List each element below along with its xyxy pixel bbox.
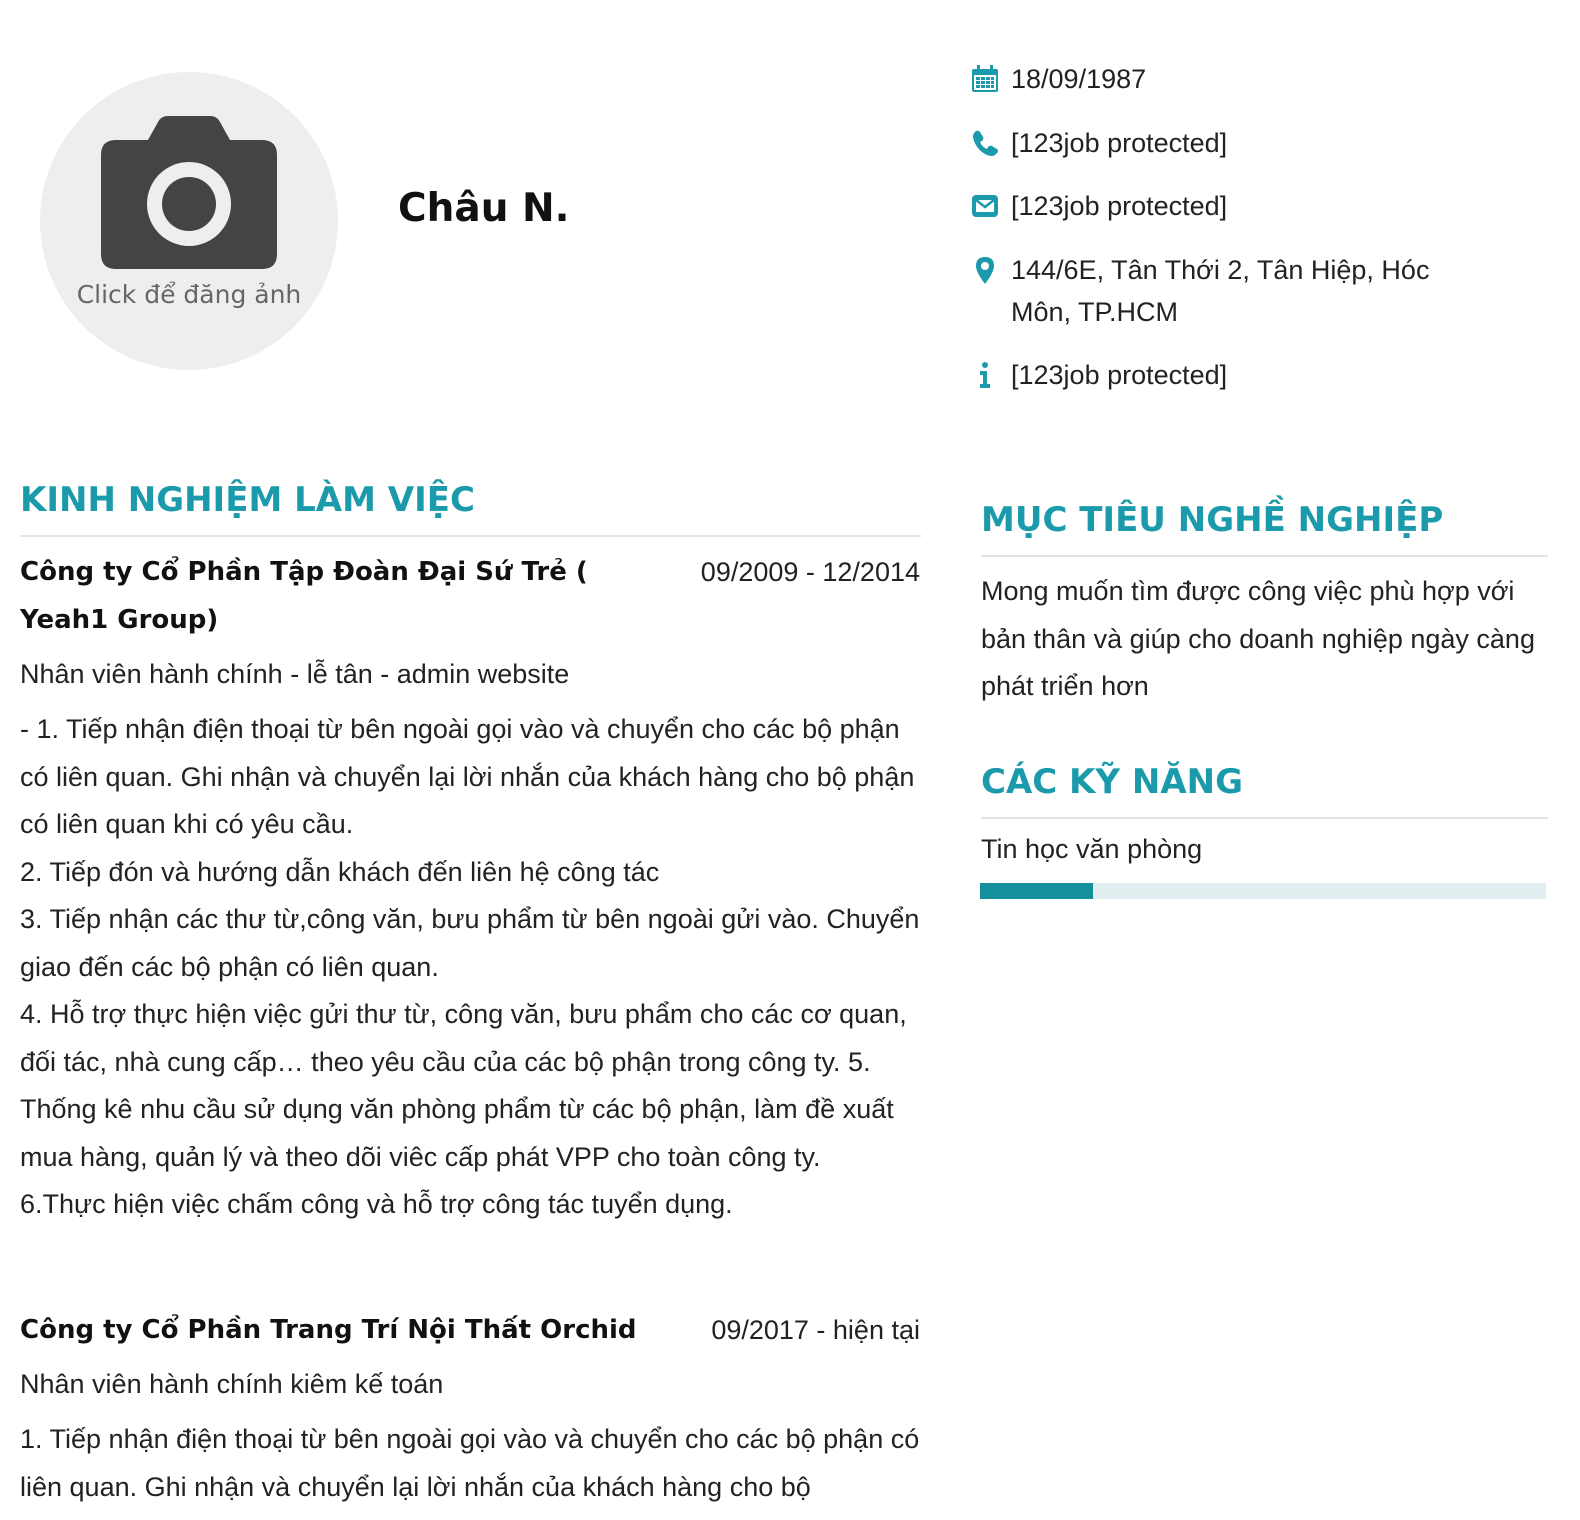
skill-level-fill	[980, 883, 1093, 899]
address-value: 144/6E, Tân Thới 2, Tân Hiệp, Hóc Môn, TP.HCM	[1011, 255, 1430, 327]
phone-icon	[970, 128, 1000, 158]
objective-text: Mong muốn tìm được công việc phù hợp với bản thân và giúp cho doanh nghiệp ngày càng phát triển hơn	[981, 576, 1535, 701]
job-item	[20, 548, 920, 1229]
job-role: Nhân viên hành chính kiêm kế toán	[20, 1369, 444, 1399]
contact-email	[970, 185, 1450, 227]
birthdate-value: 18/09/1987	[1011, 64, 1147, 94]
camera-icon	[100, 114, 278, 270]
job-description: 1. Tiếp nhận điện thoại từ bên ngoài gọi vào và chuyển cho các bộ phận có liên quan. Ghi nhận và chuyển lại lời nhắn của khách hàng cho bộ	[20, 1424, 920, 1502]
skill-level-bar	[980, 883, 1546, 899]
skills-divider	[981, 817, 1548, 819]
contact-birthdate	[970, 58, 1450, 100]
job-description: - 1. Tiếp nhận điện thoại từ bên ngoài gọi vào và chuyển cho các bộ phận có liên quan. Ghi nhận và chuyển lại lời nhắn của khách hàng cho bộ phận có liên quan khi có yêu cầu. 2. Tiếp đón và hướng dẫn khách đến liên hệ công tác 3. Tiếp nhận các thư từ,công văn, bưu phẩm từ bên ngoài gửi vào. Chuyển giao đến các bộ phận có liên quan. 4. Hỗ trợ thực hiện việc gửi thư từ, công văn, bưu phẩm cho các cơ quan, đối tác, nhà cung cấp… theo yêu cầu của các bộ phận trong công ty. 5. Thống kê nhu cầu sử dụng văn phòng phẩm từ các bộ phận, làm đề xuất mua hàng, quản lý và theo dõi viêc cấp phát VPP cho toàn công ty. 6.Thực hiện việc chấm công và hỗ trợ công tác tuyển dụng.	[20, 714, 920, 1219]
job-company: Công ty Cổ Phần Tập Đoàn Đại Sứ Trẻ ( Yeah1 Group)	[20, 557, 588, 635]
skills-title: CÁC KỸ NĂNG	[981, 762, 1243, 802]
job-date: 09/2009 - 12/2014	[700, 557, 920, 587]
info-value: [123job protected]	[1011, 360, 1228, 390]
job-company: Công ty Cổ Phần Trang Trí Nội Thất Orchid	[20, 1315, 637, 1345]
candidate-name: Châu N.	[398, 186, 570, 231]
skill-name: Tin học văn phòng	[981, 834, 1203, 864]
avatar-caption: Click để đăng ảnh	[76, 280, 302, 309]
map-pin-icon	[970, 255, 1000, 285]
experience-divider	[20, 535, 921, 537]
experience-title: KINH NGHIỆM LÀM VIỆC	[20, 480, 475, 520]
info-icon	[970, 360, 1000, 390]
contact-info	[970, 354, 1450, 396]
calendar-icon	[970, 64, 1000, 94]
avatar-upload[interactable]	[40, 72, 338, 370]
job-role: Nhân viên hành chính - lễ tân - admin website	[20, 659, 570, 689]
phone-value[interactable]: [123job protected]	[1011, 128, 1228, 158]
objective-title: MỤC TIÊU NGHỀ NGHIỆP	[981, 500, 1444, 540]
contact-phone	[970, 122, 1450, 164]
job-date: 09/2017 - hiện tại	[711, 1315, 920, 1345]
email-icon	[970, 191, 1000, 221]
objective-divider	[981, 555, 1548, 557]
email-value[interactable]: [123job protected]	[1011, 191, 1228, 221]
job-item	[20, 1306, 920, 1511]
contact-address	[970, 249, 1450, 333]
